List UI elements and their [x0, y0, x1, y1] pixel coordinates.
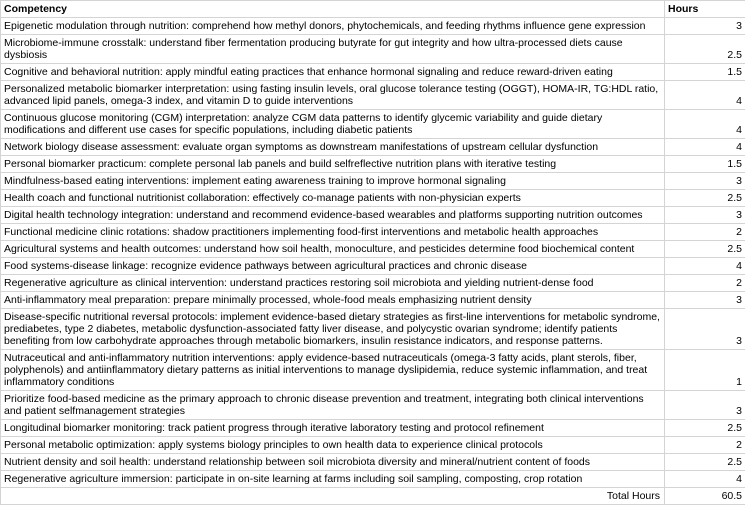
competency-cell[interactable]: Agricultural systems and health outcomes: understand how soil health, monoculture, and pesticides determine food biochemical content — [1, 241, 665, 258]
competency-cell[interactable]: Anti-inflammatory meal preparation: prepare minimally processed, whole-food meals emphasizing nutrient density — [1, 292, 665, 309]
table-row — [1, 275, 745, 292]
competency-cell[interactable]: Personal biomarker practicum: complete personal lab panels and build selfreflective nutrition plans with iterative testing — [1, 156, 665, 173]
table-row — [1, 454, 745, 471]
hours-cell[interactable]: 1 — [665, 350, 745, 391]
competency-cell[interactable]: Continuous glucose monitoring (CGM) interpretation: analyze CGM data patterns to identify glycemic variability and guide dietary modifications and different use cases for specific populations, including diabetic patients — [1, 110, 665, 139]
hours-cell[interactable]: 2 — [665, 437, 745, 454]
total-label[interactable]: Total Hours — [1, 488, 665, 505]
hours-cell[interactable]: 2.5 — [665, 35, 745, 64]
hours-cell[interactable]: 2.5 — [665, 420, 745, 437]
competency-cell[interactable]: Regenerative agriculture as clinical intervention: understand practices restoring soil microbiota and yielding nutrient-dense food — [1, 275, 665, 292]
hours-cell[interactable]: 3 — [665, 173, 745, 190]
hours-cell[interactable]: 4 — [665, 81, 745, 110]
table-row — [1, 224, 745, 241]
competency-cell[interactable]: Disease-specific nutritional reversal protocols: implement evidence-based dietary strategies as first-line interventions for metabolic syndrome, prediabetes, type 2 diabetes, metabolic dysfunction-associated fatty liver disease, and polycystic ovarian syndrome; identify patients benefiting from low carbohydrate approaches through metabolic biomarkers, insulin resistance indicators, and response patterns. — [1, 309, 665, 350]
hours-cell[interactable]: 3 — [665, 292, 745, 309]
table-row — [1, 292, 745, 309]
competency-cell[interactable]: Personal metabolic optimization: apply systems biology principles to own health data to experience clinical protocols — [1, 437, 665, 454]
competency-cell[interactable]: Prioritize food-based medicine as the primary approach to chronic disease prevention and treatment, integrating both clinical interventions and patient selfmanagement strategies — [1, 391, 665, 420]
header-row — [1, 1, 745, 18]
table-row — [1, 81, 745, 110]
table-row — [1, 64, 745, 81]
table-row — [1, 391, 745, 420]
table-row — [1, 173, 745, 190]
competency-cell[interactable]: Functional medicine clinic rotations: shadow practitioners implementing food-first interventions and metabolic health approaches — [1, 224, 665, 241]
hours-cell[interactable]: 4 — [665, 139, 745, 156]
competency-cell[interactable]: Health coach and functional nutritionist collaboration: effectively co-manage patients with non-physician experts — [1, 190, 665, 207]
competency-cell[interactable]: Regenerative agriculture immersion: participate in on-site learning at farms including soil sampling, composting, crop rotation — [1, 471, 665, 488]
competency-cell[interactable]: Network biology disease assessment: evaluate organ symptoms as downstream manifestations of upstream cellular dysfunction — [1, 139, 665, 156]
table-row — [1, 437, 745, 454]
hours-cell[interactable]: 3 — [665, 309, 745, 350]
table-row — [1, 207, 745, 224]
header-hours[interactable]: Hours — [665, 1, 745, 18]
hours-cell[interactable]: 1.5 — [665, 64, 745, 81]
hours-cell[interactable]: 2 — [665, 275, 745, 292]
table-row — [1, 110, 745, 139]
hours-cell[interactable]: 1.5 — [665, 156, 745, 173]
total-row — [1, 488, 745, 505]
table-row — [1, 139, 745, 156]
hours-cell[interactable]: 4 — [665, 258, 745, 275]
competency-cell[interactable]: Nutrient density and soil health: understand relationship between soil microbiota diversity and mineral/nutrient content of foods — [1, 454, 665, 471]
competency-cell[interactable]: Mindfulness-based eating interventions: implement eating awareness training to improve hormonal signaling — [1, 173, 665, 190]
table-row — [1, 258, 745, 275]
competency-cell[interactable]: Microbiome-immune crosstalk: understand fiber fermentation producing butyrate for gut integrity and how ultra-processed diets cause dysbiosis — [1, 35, 665, 64]
table-row — [1, 241, 745, 258]
table-body — [1, 18, 745, 488]
competency-cell[interactable]: Personalized metabolic biomarker interpretation: using fasting insulin levels, oral glucose tolerance testing (OGGT), HOMA-IR, TG:HDL ratio, advanced lipid panels, omega-3 index, and vitamin D to guide interventions — [1, 81, 665, 110]
hours-cell[interactable]: 2.5 — [665, 454, 745, 471]
competency-cell[interactable]: Epigenetic modulation through nutrition: comprehend how methyl donors, phytochemicals, and feeding rhythms influence gene expression — [1, 18, 665, 35]
hours-cell[interactable]: 3 — [665, 18, 745, 35]
hours-cell[interactable]: 4 — [665, 471, 745, 488]
competency-cell[interactable]: Food systems-disease linkage: recognize evidence pathways between agricultural practices and chronic disease — [1, 258, 665, 275]
hours-cell[interactable]: 3 — [665, 391, 745, 420]
table-row — [1, 18, 745, 35]
table-row — [1, 420, 745, 437]
competency-cell[interactable]: Nutraceutical and anti-inflammatory nutrition interventions: apply evidence-based nutraceuticals (omega-3 fatty acids, plant sterols, fiber, polyphenols) and antiinflammatory dietary patterns as initial interventions to manage dyslipidemia, reduce systemic inflammation, and treat inflammatory conditions — [1, 350, 665, 391]
table-row — [1, 471, 745, 488]
table-row — [1, 35, 745, 64]
hours-cell[interactable]: 3 — [665, 207, 745, 224]
hours-cell[interactable]: 2.5 — [665, 241, 745, 258]
table-row — [1, 190, 745, 207]
hours-cell[interactable]: 2.5 — [665, 190, 745, 207]
competency-cell[interactable]: Digital health technology integration: understand and recommend evidence-based wearables and platforms supporting nutrition outcomes — [1, 207, 665, 224]
table-row — [1, 156, 745, 173]
competency-cell[interactable]: Longitudinal biomarker monitoring: track patient progress through iterative laboratory testing and protocol refinement — [1, 420, 665, 437]
hours-cell[interactable]: 4 — [665, 110, 745, 139]
total-value[interactable]: 60.5 — [665, 488, 745, 505]
header-competency[interactable]: Competency — [1, 1, 665, 18]
hours-cell[interactable]: 2 — [665, 224, 745, 241]
table-row — [1, 309, 745, 350]
table-row — [1, 350, 745, 391]
competency-cell[interactable]: Cognitive and behavioral nutrition: apply mindful eating practices that enhance hormonal signaling and reduce reward-driven eating — [1, 64, 665, 81]
